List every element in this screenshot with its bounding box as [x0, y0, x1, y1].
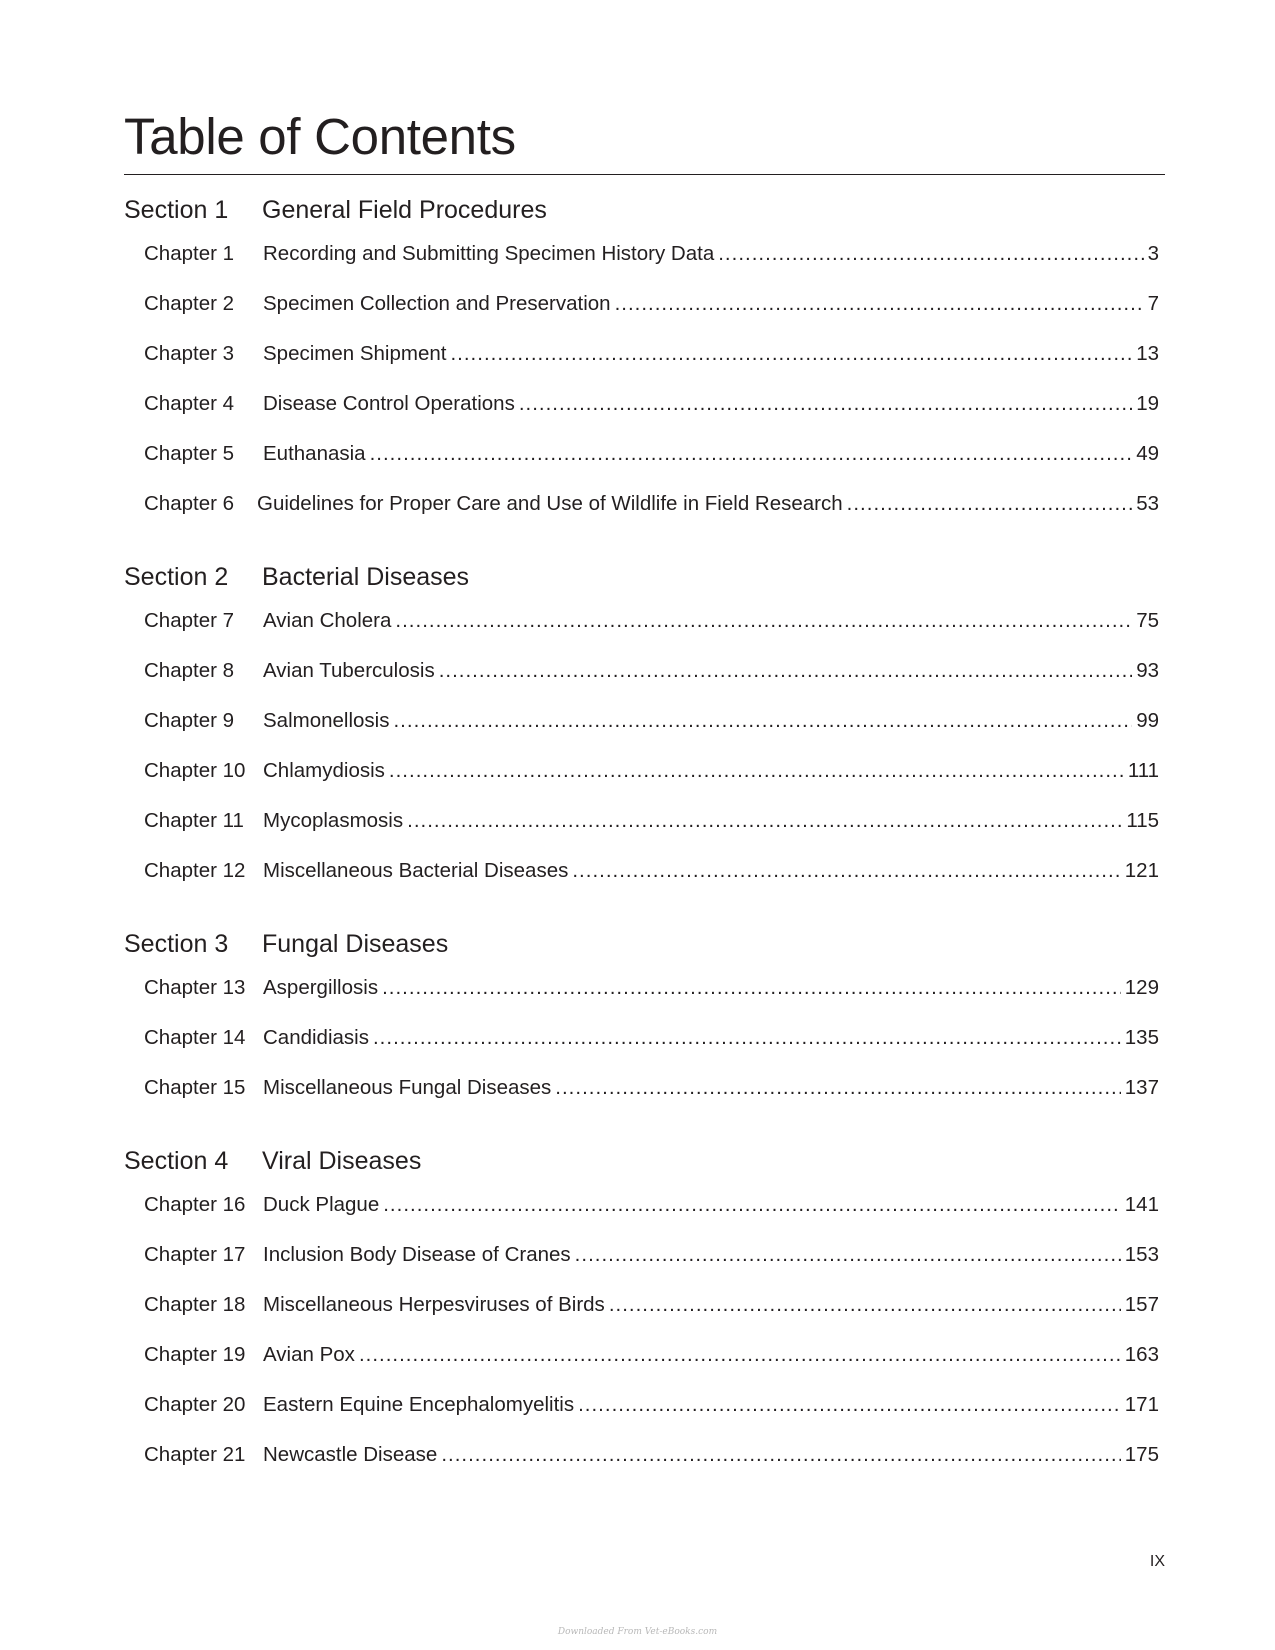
section-label: Section 3: [124, 930, 229, 958]
toc-entry[interactable]: [124, 759, 1159, 809]
toc-entry[interactable]: [124, 492, 1159, 542]
section-title: Fungal Diseases: [262, 930, 449, 958]
section-heading: [124, 930, 1159, 970]
chapter-title: Specimen Shipment: [263, 342, 447, 365]
page-folio: IX: [1149, 1553, 1165, 1570]
toc-entry[interactable]: [124, 1076, 1159, 1126]
dot-leader: [578, 1393, 1121, 1417]
page-number: 19: [1136, 392, 1159, 415]
chapter-title: Avian Cholera: [263, 609, 392, 632]
page-number: 13: [1136, 342, 1159, 365]
toc-section: [124, 930, 1159, 1126]
chapter-label: Chapter 17: [144, 1243, 246, 1266]
section-label: Section 4: [124, 1147, 229, 1175]
page-title: Table of Contents: [124, 108, 516, 165]
chapter-title: Euthanasia: [263, 442, 366, 465]
chapter-label: Chapter 14: [144, 1026, 246, 1049]
chapter-title: Duck Plague: [263, 1193, 380, 1216]
toc-entry[interactable]: [124, 609, 1159, 659]
dot-leader: [572, 859, 1120, 883]
toc-section: [124, 196, 1159, 542]
page-number: 153: [1124, 1243, 1159, 1266]
page-number: 49: [1136, 442, 1159, 465]
chapter-label: Chapter 5: [144, 442, 235, 465]
chapter-label: Chapter 2: [144, 292, 235, 315]
toc-entry[interactable]: [124, 976, 1159, 1026]
page-number: 7: [1147, 292, 1159, 315]
dot-leader: [383, 1193, 1121, 1217]
dot-leader: [718, 242, 1143, 266]
chapter-label: Chapter 10: [144, 759, 246, 782]
chapter-title: Inclusion Body Disease of Cranes: [263, 1243, 571, 1266]
toc-entry[interactable]: [124, 809, 1159, 859]
chapter-title: Mycoplasmosis: [263, 809, 404, 832]
toc-entry[interactable]: [124, 292, 1159, 342]
toc-entry[interactable]: [124, 709, 1159, 759]
toc-entry[interactable]: [124, 392, 1159, 442]
dot-leader: [382, 976, 1121, 1000]
chapter-title: Avian Pox: [263, 1343, 355, 1366]
chapter-title: Miscellaneous Herpesviruses of Birds: [263, 1293, 605, 1316]
toc-entry[interactable]: [124, 859, 1159, 909]
chapter-label: Chapter 15: [144, 1076, 246, 1099]
download-watermark: Downloaded From Vet-eBooks.com: [557, 1627, 718, 1637]
dot-leader: [575, 1243, 1121, 1267]
chapter-label: Chapter 12: [144, 859, 246, 882]
page-number: 129: [1124, 976, 1159, 999]
toc-entry[interactable]: [124, 1193, 1159, 1243]
chapter-label: Chapter 18: [144, 1293, 246, 1316]
dot-leader: [519, 392, 1132, 416]
section-label: Section 2: [124, 563, 229, 591]
dot-leader: [359, 1343, 1121, 1367]
dot-leader: [393, 709, 1132, 733]
page-number: 3: [1147, 242, 1159, 265]
section-title: Viral Diseases: [262, 1147, 422, 1175]
dot-leader: [395, 609, 1132, 633]
chapter-title: Chlamydiosis: [263, 759, 385, 782]
chapter-title: Eastern Equine Encephalomyelitis: [263, 1393, 575, 1416]
page-number: 115: [1126, 809, 1159, 832]
chapter-label: Chapter 6: [144, 492, 235, 515]
dot-leader: [609, 1293, 1121, 1317]
section-label: Section 1: [124, 196, 229, 224]
toc-section: [124, 563, 1159, 909]
section-title: Bacterial Diseases: [262, 563, 470, 591]
dot-leader: [450, 342, 1132, 366]
chapter-title: Recording and Submitting Specimen History Data: [263, 242, 715, 265]
toc-entry[interactable]: [124, 342, 1159, 392]
chapter-title: Guidelines for Proper Care and Use of Wildlife in Field Research: [257, 492, 843, 515]
page-number: 157: [1124, 1293, 1159, 1316]
page-number: 137: [1124, 1076, 1159, 1099]
chapter-title: Disease Control Operations: [263, 392, 515, 415]
chapter-title: Salmonellosis: [263, 709, 390, 732]
page-number: 75: [1136, 609, 1159, 632]
page-number: 121: [1124, 859, 1159, 882]
chapter-label: Chapter 3: [144, 342, 235, 365]
dot-leader: [615, 292, 1144, 316]
title-divider: [124, 174, 1165, 175]
page-number: 171: [1124, 1393, 1159, 1416]
toc-list: [124, 196, 1159, 1514]
dot-leader: [370, 442, 1133, 466]
chapter-title: Newcastle Disease: [263, 1443, 438, 1466]
chapter-title: Specimen Collection and Preservation: [263, 292, 611, 315]
page-number: 135: [1124, 1026, 1159, 1049]
toc-entry[interactable]: [124, 1343, 1159, 1393]
chapter-label: Chapter 4: [144, 392, 235, 415]
toc-entry[interactable]: [124, 1293, 1159, 1343]
page-number: 53: [1136, 492, 1159, 515]
page-number: 141: [1124, 1193, 1159, 1216]
chapter-title: Miscellaneous Fungal Diseases: [263, 1076, 552, 1099]
section-title: General Field Procedures: [262, 196, 547, 224]
toc-entry[interactable]: [124, 659, 1159, 709]
chapter-label: Chapter 19: [144, 1343, 246, 1366]
chapter-label: Chapter 20: [144, 1393, 246, 1416]
toc-section: [124, 1147, 1159, 1493]
chapter-label: Chapter 11: [144, 809, 244, 832]
toc-entry[interactable]: [124, 1393, 1159, 1443]
toc-entry[interactable]: [124, 1443, 1159, 1493]
toc-entry[interactable]: [124, 1243, 1159, 1293]
chapter-title: Avian Tuberculosis: [263, 659, 435, 682]
chapter-label: Chapter 16: [144, 1193, 246, 1216]
page-number: 99: [1136, 709, 1159, 732]
section-heading: [124, 1147, 1159, 1187]
dot-leader: [441, 1443, 1120, 1467]
dot-leader: [847, 492, 1133, 516]
chapter-title: Miscellaneous Bacterial Diseases: [263, 859, 569, 882]
toc-entry[interactable]: [124, 1026, 1159, 1076]
chapter-label: Chapter 13: [144, 976, 246, 999]
dot-leader: [373, 1026, 1121, 1050]
dot-leader: [407, 809, 1122, 833]
chapter-label: Chapter 8: [144, 659, 235, 682]
chapter-label: Chapter 9: [144, 709, 235, 732]
chapter-title: Aspergillosis: [263, 976, 379, 999]
page-number: 175: [1124, 1443, 1159, 1466]
dot-leader: [389, 759, 1124, 783]
chapter-label: Chapter 1: [144, 242, 235, 265]
dot-leader: [555, 1076, 1121, 1100]
page-number: 93: [1136, 659, 1159, 682]
toc-entry[interactable]: [124, 442, 1159, 492]
page-number: 111: [1127, 759, 1159, 782]
chapter-label: Chapter 7: [144, 609, 235, 632]
section-heading: [124, 196, 1159, 236]
section-heading: [124, 563, 1159, 603]
chapter-label: Chapter 21: [144, 1443, 246, 1466]
dot-leader: [439, 659, 1133, 683]
chapter-title: Candidiasis: [263, 1026, 369, 1049]
page-number: 163: [1124, 1343, 1159, 1366]
toc-entry[interactable]: [124, 242, 1159, 292]
